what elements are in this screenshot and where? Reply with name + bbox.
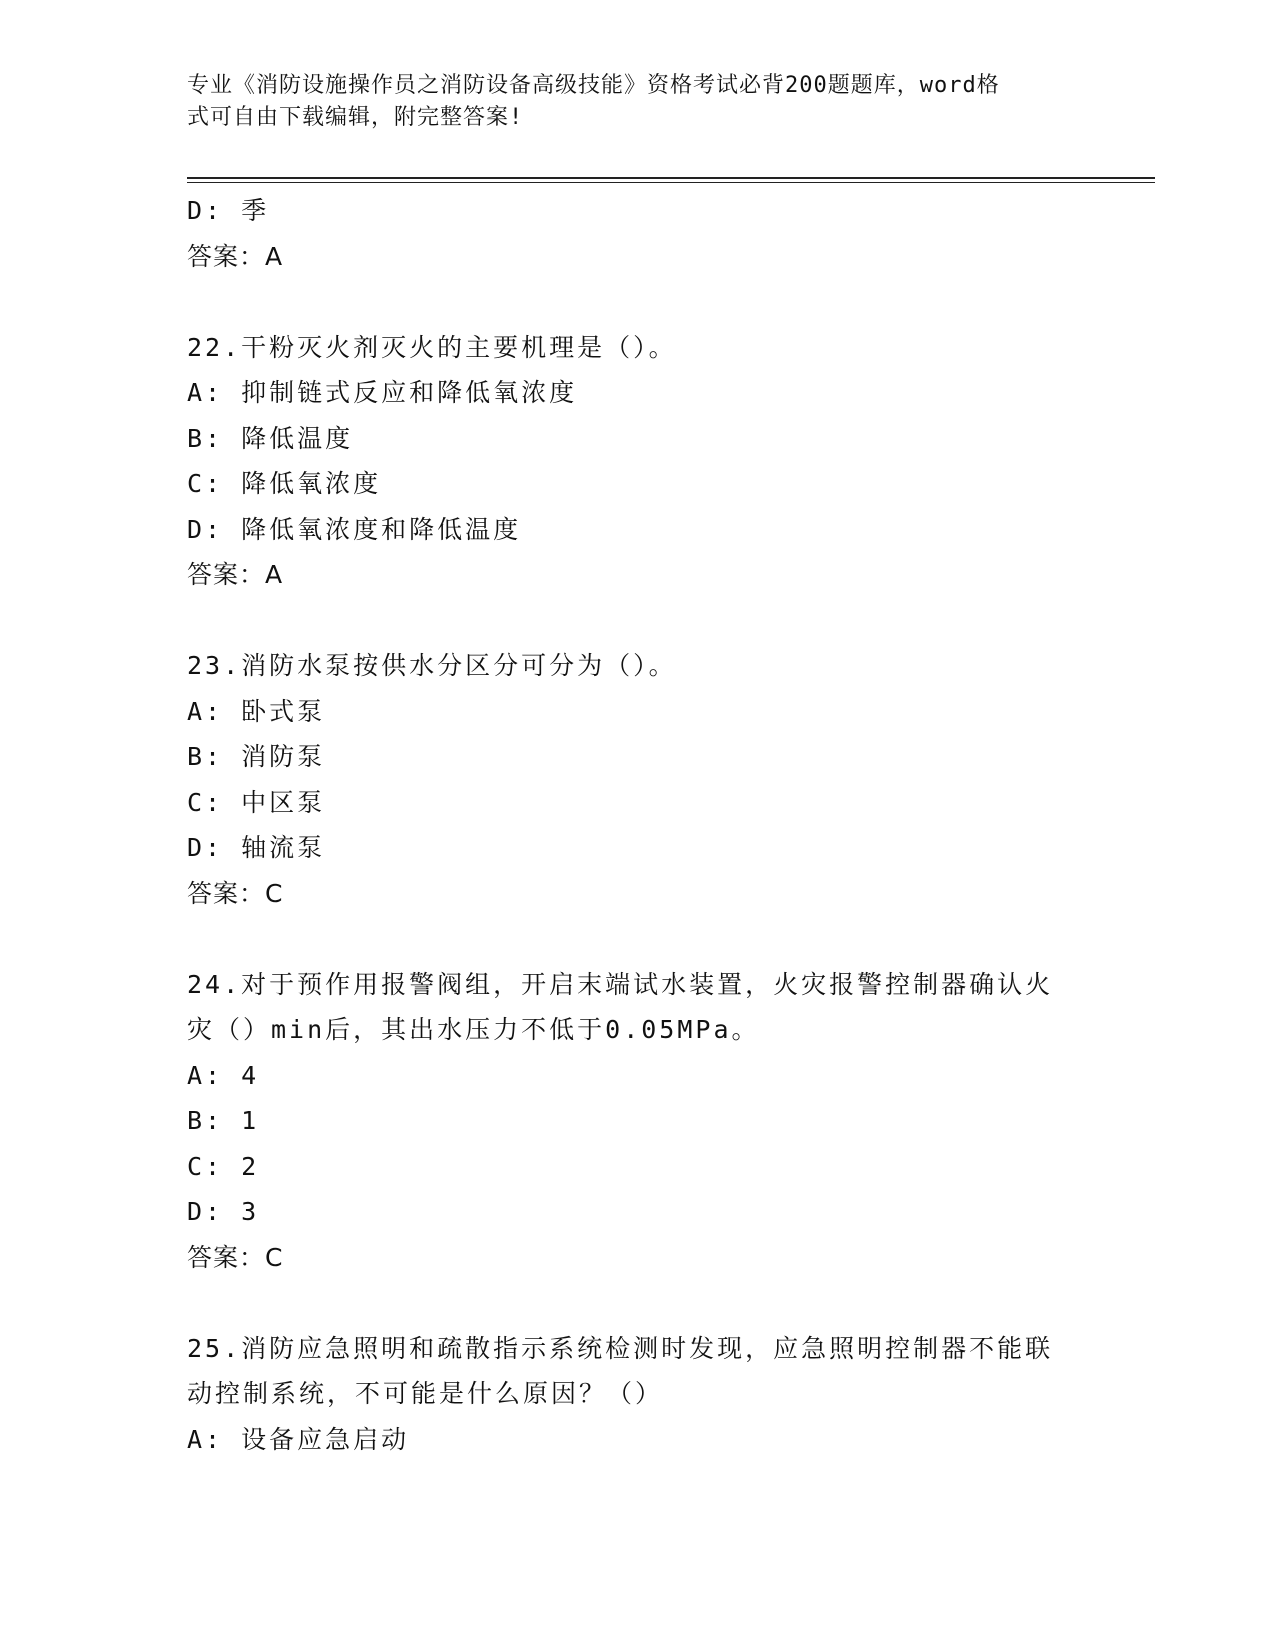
spacer [187,916,1087,962]
question-24 [187,962,1087,1281]
question-23 [187,643,1087,916]
answer: 答案：A [187,560,284,589]
question-list [187,188,1087,1462]
spacer [187,598,1087,644]
question-stem-line-2: 动控制系统，不可能是什么原因？（） [187,1379,664,1408]
option-b: B: 1 [187,1106,260,1135]
option-a: A: 设备应急启动 [187,1424,410,1454]
option-b: B: 消防泵 [187,742,326,771]
question-stem-line-1: 25.消防应急照明和疏散指示系统检测时发现，应急照明控制器不能联 [187,1333,1054,1363]
option-b: B: 降低温度 [187,423,354,453]
option-c: C: 中区泵 [187,787,326,817]
question-25 [187,1326,1087,1463]
option-a: A: 4 [187,1060,260,1090]
answer: 答案：C [187,878,284,908]
document-header [187,70,1087,134]
option-d: D: 3 [187,1197,260,1226]
option-a: A: 卧式泵 [187,696,326,726]
header-divider-thick [187,177,1155,179]
header-title-line-1: 专业《消防设施操作员之消防设备高级技能》资格考试必背200题题库，word格 [187,73,1000,98]
option-a: A: 抑制链式反应和降低氧浓度 [187,378,578,407]
header-divider-thin [187,182,1155,183]
option-c: C: 2 [187,1151,260,1181]
option-d: D: 季 [187,196,270,225]
question-21-tail [187,188,1087,279]
option-c: C: 降低氧浓度 [187,469,382,498]
answer: 答案：A [187,241,284,271]
spacer [187,279,1087,325]
spacer [187,1280,1087,1326]
header-title-line-2: 式可自由下载编辑，附完整答案! [187,105,524,130]
answer: 答案：C [187,1242,284,1272]
question-22 [187,325,1087,598]
question-stem-line-1: 24.对于预作用报警阀组，开启末端试水装置，火灾报警控制器确认火 [187,969,1054,999]
option-d: D: 降低氧浓度和降低温度 [187,514,522,544]
question-stem-line-2: 灾（）min后，其出水压力不低于0.05MPa。 [187,1015,760,1044]
question-stem: 22.干粉灭火剂灭火的主要机理是（）。 [187,332,677,362]
option-d: D: 轴流泵 [187,833,326,862]
question-stem: 23.消防水泵按供水分区分可分为（）。 [187,651,677,680]
